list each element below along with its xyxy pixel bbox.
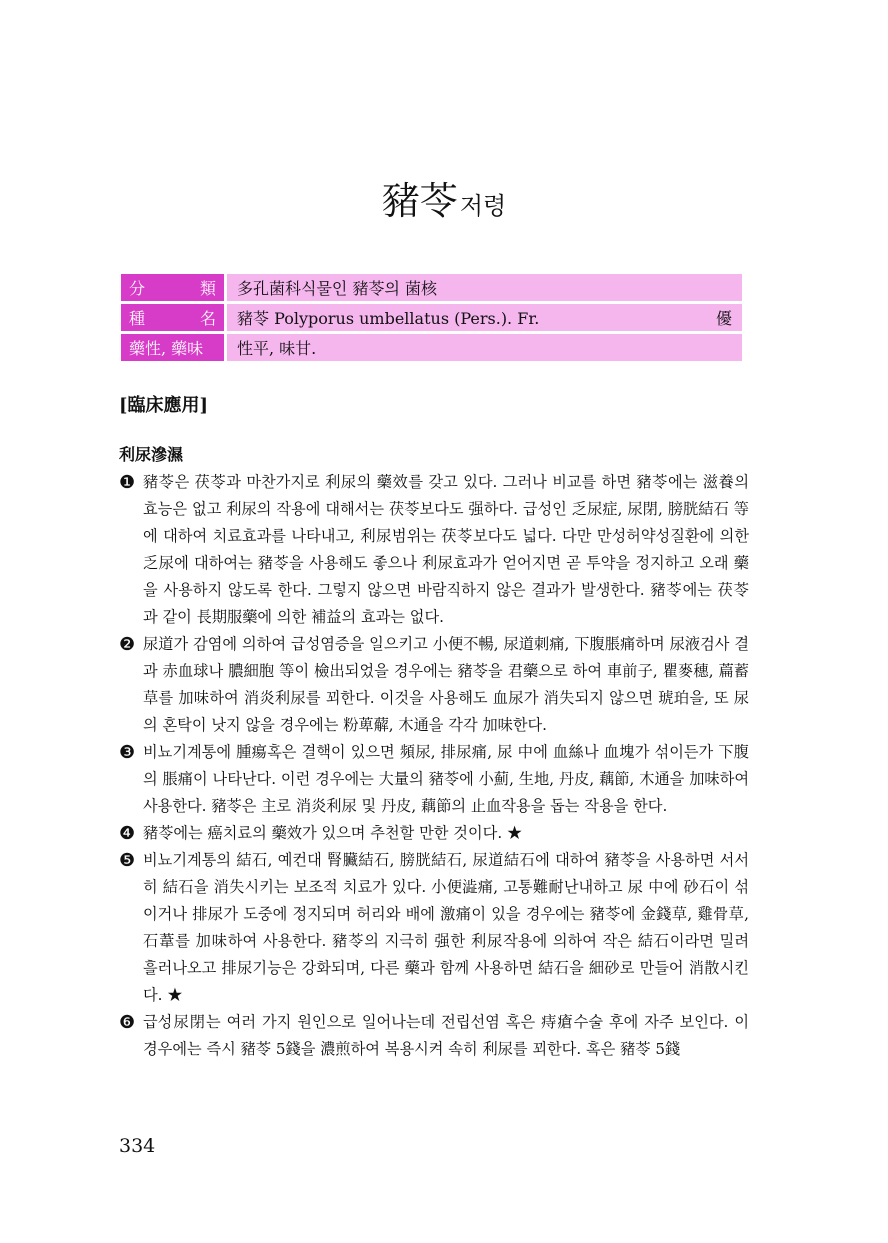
list-item <box>119 631 749 739</box>
info-label-properties: 藥性, 藥味 <box>121 334 224 361</box>
item-text: 비뇨기계통의 結石, 예컨대 腎臟結石, 膀胱結石, 尿道結石에 대하여 豬苓을 사용하면 서서히 結石을 消失시키는 보조적 치료가 있다. 小便澁痛, 고통難耐난내하고 尿 中에 砂石이 섞이거나 排尿가 도중에 정지되며 허리와 배에 激痛이 있을 경우에는 豬苓에 金錢草, 雞骨草, 石葦를 加味하여 사용한다. 豬苓의 지극히 强한 利尿작용에 의하여 작은 結石이라면 밀려 흘러나오고 排尿기능은 강화되며, 다른 藥과 함께 사용하면 結石을 細砂로 만들어 消散시킨다. ★ <box>143 851 749 1004</box>
list-item <box>119 1009 749 1063</box>
info-row-properties <box>121 334 742 361</box>
list-item <box>119 847 749 1009</box>
item-marker: ❹ <box>119 823 136 844</box>
item-marker: ❸ <box>119 742 136 763</box>
item-text: 豬苓에는 癌치료의 藥效가 있으며 추천할 만한 것이다. ★ <box>143 824 523 842</box>
list-item <box>119 739 749 820</box>
list-item <box>119 820 749 847</box>
info-row-species <box>121 304 742 331</box>
info-label-species: 種 名 <box>121 304 224 331</box>
info-value-species: 豬苓 Polyporus umbellatus (Pers.). Fr. 優 <box>227 304 742 331</box>
page-number: 334 <box>119 1135 156 1157</box>
item-text: 급성尿閉는 여러 가지 원인으로 일어나는데 전립선염 혹은 痔瘡수술 후에 자주 보인다. 이 경우에는 즉시 豬苓 5錢을 濃煎하여 복용시켜 속히 利尿를 꾀한다. 혹은 豬苓 5錢 <box>143 1013 749 1058</box>
item-text: 尿道가 감염에 의하여 급성염증을 일으키고 小便不暢, 尿道刺痛, 下腹脹痛하며 尿液검사 결과 赤血球나 膿細胞 等이 檢出되었을 경우에는 豬苓을 君藥으로 하여 車前子, 瞿麥穗, 萹蓄草를 加味하여 消炎利尿를 꾀한다. 이것을 사용해도 血尿가 消失되지 않으면 琥珀을, 또 尿의 혼탁이 낫지 않을 경우에는 粉萆薢, 木通을 각각 加味한다. <box>143 635 749 734</box>
item-text: 비뇨기계통에 腫瘍혹은 결핵이 있으면 頻尿, 排尿痛, 尿 中에 血絲나 血塊가 섞이든가 下腹의 脹痛이 나타난다. 이런 경우에는 大量의 豬苓에 小薊, 生地, 丹皮, 藕節, 木通을 加味하여 사용한다. 豬苓은 主로 消炎利尿 및 丹皮, 藕節의 止血작용을 돕는 작용을 한다. <box>143 743 749 815</box>
info-label-classification: 分 類 <box>121 274 224 301</box>
item-marker: ❷ <box>119 634 136 655</box>
title-reading: 저령 <box>459 192 507 220</box>
item-marker: ❻ <box>119 1012 136 1033</box>
title-main: 豬苓 <box>381 179 458 223</box>
info-value-classification: 多孔菌科식물인 豬苓의 菌核 <box>227 274 742 301</box>
item-marker: ❶ <box>119 472 136 493</box>
list-item <box>119 469 749 631</box>
info-value-properties: 性平, 味甘. <box>227 334 742 361</box>
info-row-classification <box>121 274 742 301</box>
item-marker: ❺ <box>119 850 136 871</box>
item-text: 豬苓은 茯苓과 마찬가지로 利尿의 藥效를 갖고 있다. 그러나 비교를 하면 豬苓에는 滋養의 효능은 없고 利尿의 작용에 대해서는 茯苓보다도 强하다. 급성인 乏尿症, 尿閉, 膀胱結石 等에 대하여 치료효과를 나타내고, 利尿범위는 茯苓보다도 넓다. 다만 만성허약성질환에 의한 乏尿에 대하여는 豬苓을 사용해도 좋으나 利尿효과가 얻어지면 곧 투약을 정지하고 오래 藥을 사용하지 않도록 한다. 그렇지 않으면 바람직하지 않은 결과가 발생한다. 豬苓에는 茯苓과 같이 長期服藥에 의한 補益의 효과는 없다. <box>143 473 749 626</box>
page-title <box>0 170 888 225</box>
subheading: 利尿滲濕 <box>119 445 184 464</box>
item-list <box>119 469 749 1063</box>
section-heading: [臨床應用] <box>119 395 209 416</box>
quality-mark: 優 <box>715 309 732 328</box>
info-table <box>121 274 742 364</box>
